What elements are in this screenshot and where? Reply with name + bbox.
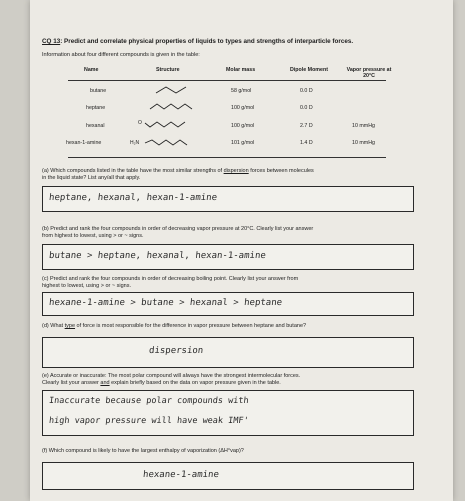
- question-c: [42, 276, 298, 289]
- table-header-rule: [68, 80, 386, 81]
- molar-mass: 100 g/mol: [231, 123, 255, 129]
- molar-mass: 58 g/mol: [231, 88, 252, 94]
- question-title-text: : Predict and correlate physical properties of liquids to types and strengths of interparticle forces.: [60, 38, 354, 45]
- question-d-underlined: type: [64, 323, 76, 329]
- question-d-text-end: of force is most responsible for the difference in vapor pressure between heptane and butane?: [75, 323, 307, 329]
- compound-name: hexanal: [86, 123, 105, 129]
- answer-b: butane > heptane, hexanal, hexan-1-amine: [48, 251, 267, 261]
- question-a-text-end: forces between molecules: [248, 168, 314, 174]
- table-row: [68, 101, 386, 117]
- question-d: [42, 323, 306, 330]
- answer-box-d[interactable]: [42, 337, 414, 368]
- answer-box-c[interactable]: [42, 292, 414, 316]
- compound-table: [66, 62, 392, 158]
- question-a-line2: in the liquid state? List any/all that apply.: [42, 174, 141, 181]
- question-title: [42, 38, 353, 45]
- table-row: [68, 84, 386, 100]
- question-e-line1: (e) Accurate or inaccurate: The most polar compound will always have the strongest intermolecular forces.: [42, 373, 301, 379]
- answer-e-line1: Inaccurate because polar compounds with: [48, 396, 250, 406]
- question-b: [42, 226, 313, 239]
- question-c-line1: (c) Predict and rank the four compounds in order of decreasing boiling point. Clearly list your answer from: [42, 276, 299, 282]
- header-molar-mass: Molar mass: [226, 67, 256, 73]
- amine-group-label: H₂N: [130, 140, 140, 146]
- dipole-moment: 0.0 D: [300, 88, 313, 94]
- header-vapor-pressure: [338, 67, 400, 79]
- question-c-line2: highest to lowest, using > or ~ signs.: [42, 282, 131, 289]
- answer-box-b[interactable]: [42, 244, 414, 270]
- molar-mass: 101 g/mol: [231, 140, 255, 146]
- question-number: CQ 13: [42, 38, 61, 45]
- carbonyl-oxygen-label: O: [138, 120, 142, 126]
- molar-mass: 100 g/mol: [231, 105, 255, 111]
- question-b-line2: from highest to lowest, using > or ~ signs.: [42, 232, 144, 239]
- answer-d: dispersion: [148, 346, 204, 356]
- answer-f: hexane-1-amine: [142, 470, 220, 480]
- header-vapor-line2: 20°C: [363, 73, 375, 79]
- question-d-text: (d) What: [42, 323, 65, 329]
- answer-a: heptane, hexanal, hexan-1-amine: [48, 193, 218, 203]
- question-b-line1: (b) Predict and rank the four compounds in order of decreasing vapor pressure at 20°C. Clearly list your answer: [42, 226, 314, 232]
- dipole-moment: 0.0 D: [300, 105, 313, 111]
- table-bottom-rule: [68, 157, 386, 158]
- question-e-underlined: and: [100, 379, 110, 386]
- compound-name: heptane: [86, 105, 106, 111]
- compound-name: hexan-1-amine: [66, 140, 102, 146]
- question-a-text: (a) Which compounds listed in the table have the most similar strengths of: [42, 168, 224, 174]
- header-dipole: Dipole Moment: [290, 67, 328, 73]
- answer-box-f[interactable]: [42, 462, 414, 490]
- table-row: [68, 136, 386, 152]
- header-vapor-line1: Vapor pressure at: [346, 67, 392, 73]
- dipole-moment: 2.7 D: [300, 123, 313, 129]
- table-row: [68, 119, 386, 135]
- question-f: (f) Which compound is likely to have the largest enthalpy of vaporization (ΔH°vap)?: [42, 448, 244, 454]
- answer-box-a[interactable]: [42, 186, 414, 212]
- question-e: [42, 373, 300, 386]
- vapor-pressure: 10 mmHg: [352, 140, 375, 146]
- question-a-underlined: dispersion: [223, 168, 249, 174]
- dipole-moment: 1.4 D: [300, 140, 313, 146]
- vapor-pressure: 10 mmHg: [352, 123, 375, 129]
- answer-c: hexane-1-amine > butane > hexanal > heptane: [48, 298, 283, 308]
- question-a: [42, 168, 314, 181]
- question-e-line2-end: explain briefly based on the data on vapor pressure given in the table.: [109, 379, 281, 386]
- header-structure: Structure: [156, 67, 180, 73]
- header-name: Name: [84, 67, 99, 73]
- table-intro: Information about four different compounds is given in the table:: [42, 52, 200, 58]
- answer-box-e[interactable]: [42, 390, 414, 436]
- question-e-line2: Clearly list your answer: [42, 379, 101, 386]
- compound-name: butane: [90, 88, 107, 94]
- answer-e-line2: high vapor pressure will have weak IMF': [48, 416, 250, 426]
